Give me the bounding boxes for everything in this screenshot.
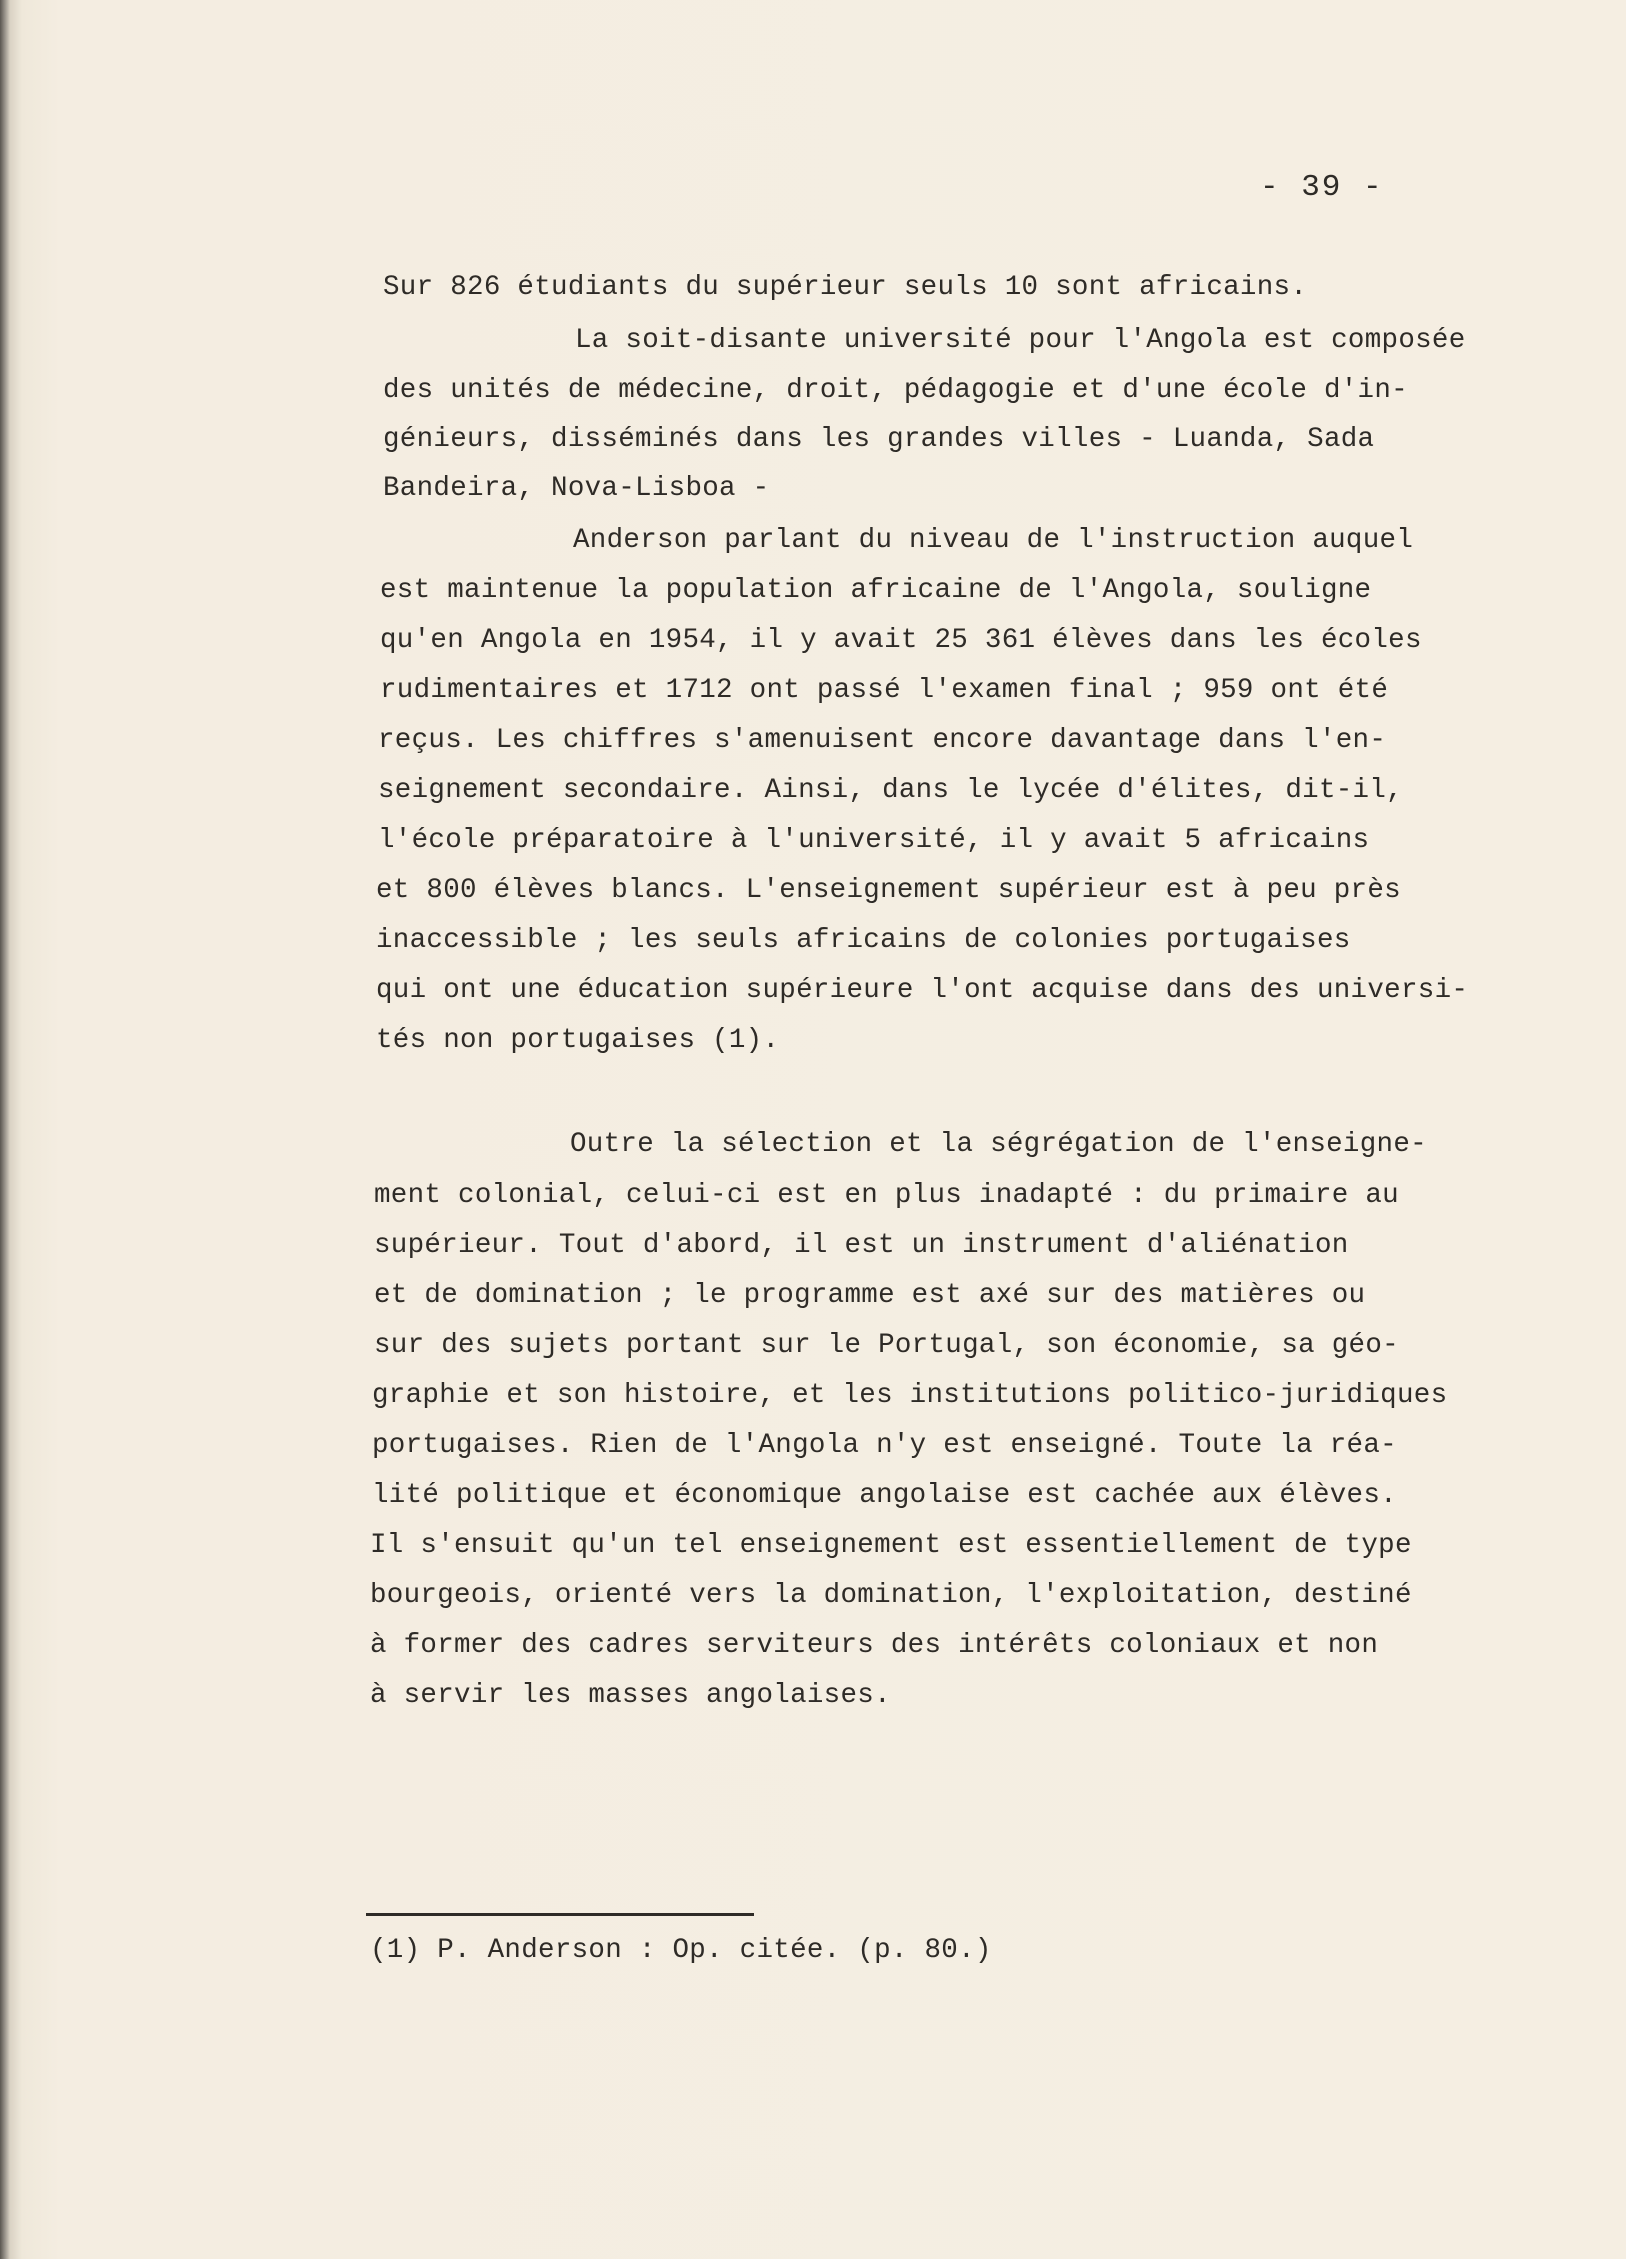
text-line: sur des sujets portant sur le Portugal, son économie, sa géo-: [374, 1330, 1399, 1361]
footnote: (1) P. Anderson : Op. citée. (p. 80.): [370, 1935, 992, 1966]
text-line: qu'en Angola en 1954, il y avait 25 361 élèves dans les écoles: [380, 625, 1422, 656]
text-line: Outre la sélection et la ségrégation de l'enseigne-: [570, 1129, 1427, 1160]
text-line: seignement secondaire. Ainsi, dans le lycée d'élites, dit-il,: [378, 775, 1403, 806]
text-line: graphie et son histoire, et les institutions politico-juridiques: [372, 1380, 1448, 1411]
text-line: Bandeira, Nova-Lisboa -: [383, 473, 770, 504]
text-line: à servir les masses angolaises.: [370, 1680, 891, 1711]
text-line: supérieur. Tout d'abord, il est un instrument d'aliénation: [374, 1230, 1349, 1261]
text-line: bourgeois, orienté vers la domination, l'exploitation, destiné: [370, 1580, 1412, 1611]
text-line: lité politique et économique angolaise est cachée aux élèves.: [372, 1480, 1397, 1511]
text-line: Anderson parlant du niveau de l'instruction auquel: [573, 525, 1414, 556]
text-line: Sur 826 étudiants du supérieur seuls 10 sont africains.: [383, 272, 1308, 303]
text-line: génieurs, disséminés dans les grandes villes - Luanda, Sada: [383, 424, 1375, 455]
text-line: rudimentaires et 1712 ont passé l'examen final ; 959 ont été: [380, 675, 1389, 706]
footnote-divider: [366, 1913, 754, 1916]
text-line: tés non portugaises (1).: [376, 1025, 780, 1056]
text-line: est maintenue la population africaine de l'Angola, souligne: [380, 575, 1372, 606]
text-line: Il s'ensuit qu'un tel enseignement est essentiellement de type: [370, 1530, 1412, 1561]
text-line: à former des cadres serviteurs des intérêts coloniaux et non: [370, 1630, 1379, 1661]
text-line: et de domination ; le programme est axé sur des matières ou: [374, 1280, 1366, 1311]
text-line: portugaises. Rien de l'Angola n'y est enseigné. Toute la réa-: [372, 1430, 1397, 1461]
text-line: reçus. Les chiffres s'amenuisent encore davantage dans l'en-: [378, 725, 1387, 756]
text-line: La soit-disante université pour l'Angola est composée: [575, 325, 1466, 356]
text-line: inaccessible ; les seuls africains de colonies portugaises: [376, 925, 1351, 956]
text-line: ment colonial, celui-ci est en plus inadapté : du primaire au: [374, 1180, 1399, 1211]
show-through-text: [390, 1100, 1233, 1130]
text-line: des unités de médecine, droit, pédagogie et d'une école d'in-: [383, 375, 1408, 406]
page-number: - 39 -: [1260, 170, 1384, 205]
text-line: l'école préparatoire à l'université, il y avait 5 africains: [378, 825, 1370, 856]
text-line: qui ont une éducation supérieure l'ont acquise dans des universi-: [376, 975, 1469, 1006]
text-line: et 800 élèves blancs. L'enseignement supérieur est à peu près: [376, 875, 1401, 906]
